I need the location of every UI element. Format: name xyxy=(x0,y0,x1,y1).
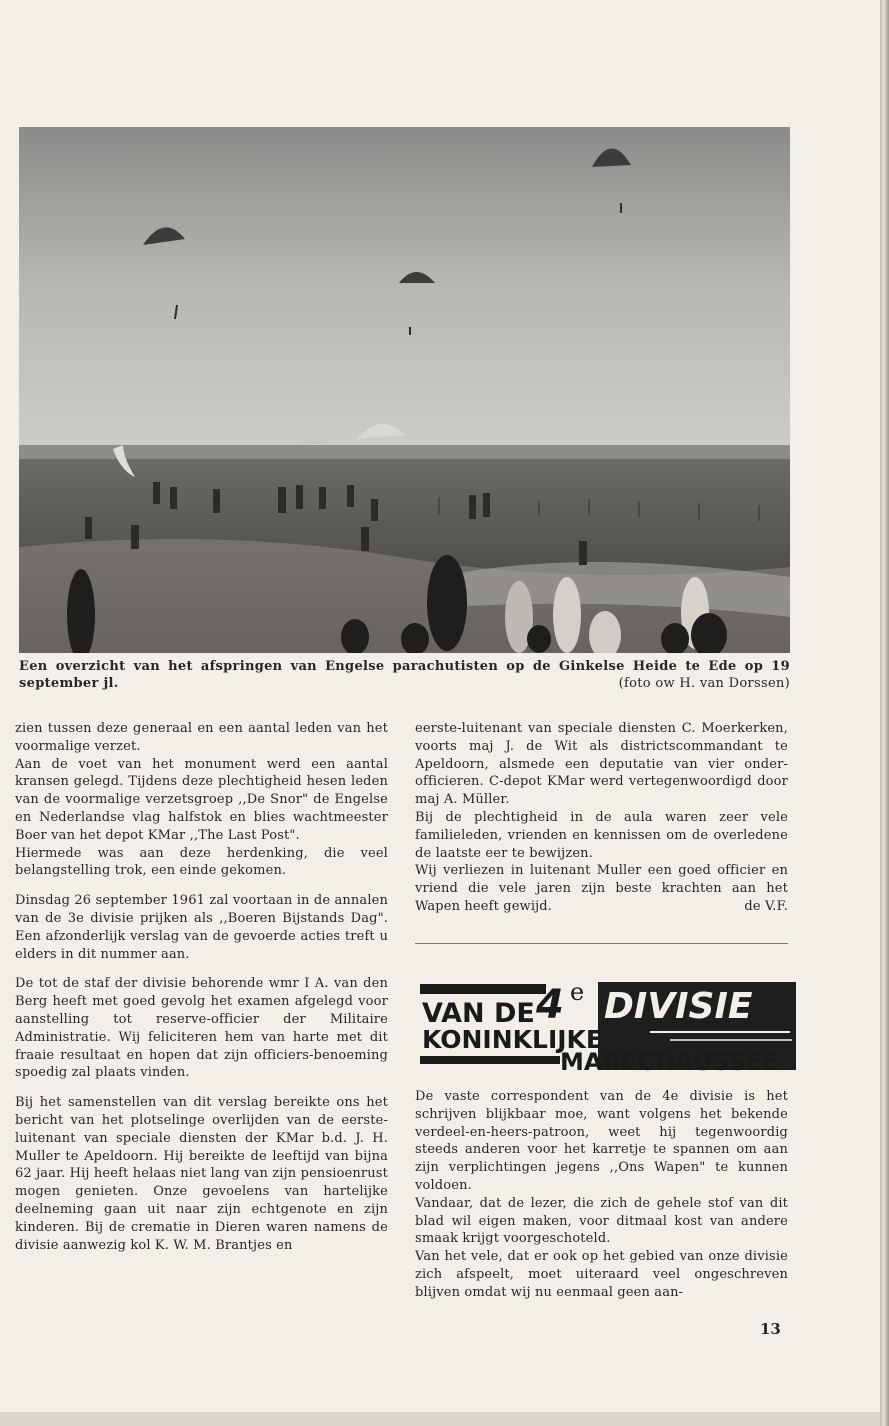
page-number: 13 xyxy=(760,1320,781,1338)
parachute-photo xyxy=(19,127,790,653)
paragraph: zien tussen deze generaal en een aantal leden van het voormalige verzet. xyxy=(15,721,388,754)
paragraph: Hiermede was aan deze herdenking, die veel belangstelling trok, een einde gekomen. xyxy=(15,845,388,879)
division-banner-logo xyxy=(420,980,796,1072)
paragraph: De vaste correspondent van de 4e divisie is het schrijven blijkbaar moe, want volgens het bekende verdeel-en-heers-patroon, weet hij tegenwoordig steeds anderen voor het karretje te spannen om aan zijn verplichtingen jegens ,,Ons Wapen" te kunnen voldoen. xyxy=(415,1089,788,1193)
division-banner xyxy=(420,980,796,1072)
signoff: de V.F. xyxy=(744,898,788,914)
paragraph: Bij de plechtigheid in de aula waren zeer vele familieleden, vrienden en kennissen om de overledene de laatste eer te bewijzen. xyxy=(415,809,788,861)
banner-number: 4 xyxy=(536,982,564,1028)
banner-marechaussee: MARECHAUSSEE xyxy=(560,1048,779,1072)
page-edge xyxy=(880,0,889,1426)
paragraph: Bij het samenstellen van dit verslag bereikte ons het bericht van het plotselinge overlijden van de eerste-luitenant van speciale diensten der KMar b.d. J. H. Muller te Apeldoorn. Hij bereikte de leeftijd van bijna 62 jaar. Hij heeft helaas niet lang van zijn pensioenrust mogen genieten. Onze gevoelens van hartelijke deelneming gaan uit naar zijn echtgenote en zijn kinderen. Bij de crematie in Dieren waren namens de divisie aanwezig kol K. W. M. Brantjes en xyxy=(15,1095,388,1253)
banner-divisie: DIVISIE xyxy=(604,986,753,1027)
paragraph: Dinsdag 26 september 1961 zal voortaan in de annalen van de 3e divisie prijken als ,,Boeren Bijstands Dag". Een afzonderlijk verslag van de gevoerde acties treft u elders in dit nummer aan. xyxy=(15,893,388,962)
section-divider xyxy=(415,943,788,944)
paragraph-text: Wij verliezen in luitenant Muller een goed officier en vriend die vele jaren zijn beste krachten aan het Wapen heeft gewijd. xyxy=(415,863,788,914)
paragraph: Vandaar, dat de lezer, die zich de gehele stof van dit blad wil eigen maken, voor ditmaal kost van andere smaak krijgt voorgeschoteld. xyxy=(415,1195,788,1247)
banner-koninklijke: KONINKLIJKE xyxy=(422,1025,604,1054)
banner-sup: e xyxy=(570,980,585,1006)
paragraph: Aan de voet van het monument werd een aantal kransen gelegd. Tijdens deze plechtigheid hesen leden van de voormalige verzetsgroep ,,De Snor" de Engelse en Nederlandse vlag halfstok en blies wachtmeester Boer van het depot KMar ,,The Last Post". xyxy=(15,756,388,843)
right-column-lower xyxy=(415,1088,788,1302)
paragraph: eerste-luitenant van speciale diensten C. Moerkerken, voorts maj J. de Wit als districtscommandant te Apeldoorn, alsmede een deputatie van vier onder-officieren. C-depot KMar werd vertegenwoordigd door maj A. Müller. xyxy=(415,721,788,808)
right-column xyxy=(415,720,788,916)
caption-text: Een overzicht van het afspringen van Engelse parachutisten op de Ginkelse Heide te Ede op 19 september jl. xyxy=(19,659,790,691)
paragraph: De tot de staf der divisie behorende wmr I A. van den Berg heeft met goed gevolg het examen afgelegd voor aanstelling tot reserve-officier der Militaire Administratie. Wij feliciteren hem van harte met dit fraaie resultaat en hopen dat zijn officiers-benoeming spoedig zal plaats vinden. xyxy=(15,976,388,1081)
left-column xyxy=(15,720,388,1254)
photo-credit: (foto ow H. van Dorssen) xyxy=(618,676,790,691)
banner-van-de: VAN DE xyxy=(422,998,535,1029)
paragraph xyxy=(415,862,788,915)
photo-caption xyxy=(19,658,790,692)
photo-parachutists-icon xyxy=(19,127,790,653)
paragraph: Van het vele, dat er ook op het gebied van onze divisie zich afspeelt, moet uiteraard veel ongeschreven blijven omdat wij nu eenmaal geen aan- xyxy=(415,1249,788,1300)
